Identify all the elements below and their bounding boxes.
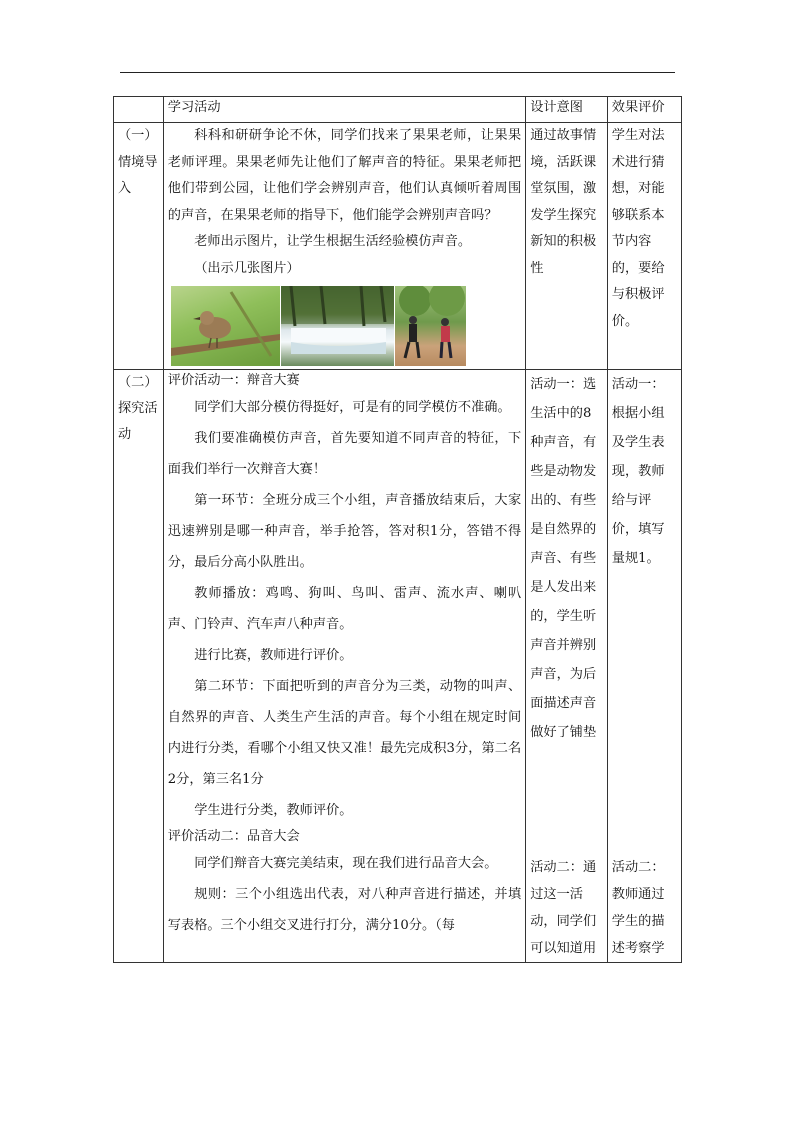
activity-title: 评价活动一：辩音大赛 bbox=[167, 373, 300, 388]
paragraph: 第一环节：全班分成三个小组，声音播放结束后，大家迅速辨别是哪一种声音，举手抢答，答对积1分，答错不得分，最后分高小队胜出。 bbox=[167, 493, 522, 570]
intent-cell bbox=[526, 370, 608, 963]
paragraph: 教师播放：鸡鸣、狗叫、鸟叫、雷声、流水声、喇叭声、门铃声、汽车声八种声音。 bbox=[167, 586, 522, 632]
intent-cell: 通过故事情境，活跃课堂氛围，激发学生探究新知的积极性 bbox=[526, 123, 608, 370]
stage-label: （一）情境导入 bbox=[114, 123, 164, 370]
table-header-row bbox=[114, 97, 682, 123]
paragraph: 科科和研研争论不休，同学们找来了果果老师，让果果老师评理。果果老师先让他们了解声音的特征。果果老师把他们带到公园，让他们学会辨别声音，他们认真倾听着周围的声音，在果果老师的指导下，他们能学会辨别声音吗？ bbox=[167, 128, 522, 223]
header-intent: 设计意图 bbox=[526, 97, 608, 123]
eval-cell bbox=[607, 370, 681, 963]
stage-label: （二）探究活动 bbox=[114, 370, 164, 963]
paragraph: 同学们辩音大赛完美结束，现在我们进行品音大会。 bbox=[194, 856, 498, 871]
bird-photo bbox=[171, 286, 280, 366]
eval-activity1: 活动一：根据小组及学生表现，教师给与评价，填写量规1。 bbox=[611, 377, 665, 566]
park-photo bbox=[395, 286, 466, 366]
paragraph: 进行比赛，教师进行评价。 bbox=[194, 648, 353, 663]
paragraph: 学生进行分类，教师评价。 bbox=[194, 803, 353, 818]
intent-activity1: 活动一：选生活中的8种声音，有些是动物发出的、有些是自然界的声音、有些是人发出来的，学生听声音并辨别声音，为后面描述声音做好了铺垫 bbox=[530, 377, 597, 740]
header-rule bbox=[120, 72, 675, 73]
paragraph: 老师出示图片，让学生根据生活经验模仿声音。 bbox=[194, 234, 472, 249]
table-row bbox=[114, 123, 682, 370]
activity-title: 评价活动二：品音大会 bbox=[167, 829, 300, 844]
paragraph: 第二环节：下面把听到的声音分为三类，动物的叫声、自然界的声音、人类生产生活的声音。每个小组在规定时间内进行分类，看哪个小组又快又准！最先完成积3分，第二名2分，第三名1分 bbox=[167, 679, 522, 787]
header-stage-cell bbox=[114, 97, 164, 123]
activity-cell bbox=[163, 123, 525, 370]
table-row bbox=[114, 370, 682, 963]
activity-cell bbox=[163, 370, 525, 963]
eval-activity2: 活动二：教师通过学生的描述考察学 bbox=[611, 860, 665, 956]
paragraph: （出示几张图片） bbox=[194, 260, 300, 276]
header-eval: 效果评价 bbox=[607, 97, 681, 123]
waterfall-photo bbox=[281, 286, 394, 366]
paragraph: 规则：三个小组选出代表，对八种声音进行描述，并填写表格。三个小组交叉进行打分，满分10分。（每 bbox=[167, 887, 522, 933]
eval-cell: 学生对法术进行猜想，对能够联系本节内容的，要给与积极评价。 bbox=[607, 123, 681, 370]
paragraph: 同学们大部分模仿得挺好，可是有的同学模仿不准确。 bbox=[194, 400, 511, 415]
photo-strip bbox=[171, 286, 521, 366]
intent-activity2: 活动二：通过这一活动，同学们可以知道用 bbox=[530, 860, 597, 956]
lesson-plan-table bbox=[113, 96, 682, 963]
paragraph: 我们要准确模仿声音，首先要知道不同声音的特征，下面我们举行一次辩音大赛！ bbox=[167, 431, 522, 477]
header-activity: 学习活动 bbox=[163, 97, 525, 123]
